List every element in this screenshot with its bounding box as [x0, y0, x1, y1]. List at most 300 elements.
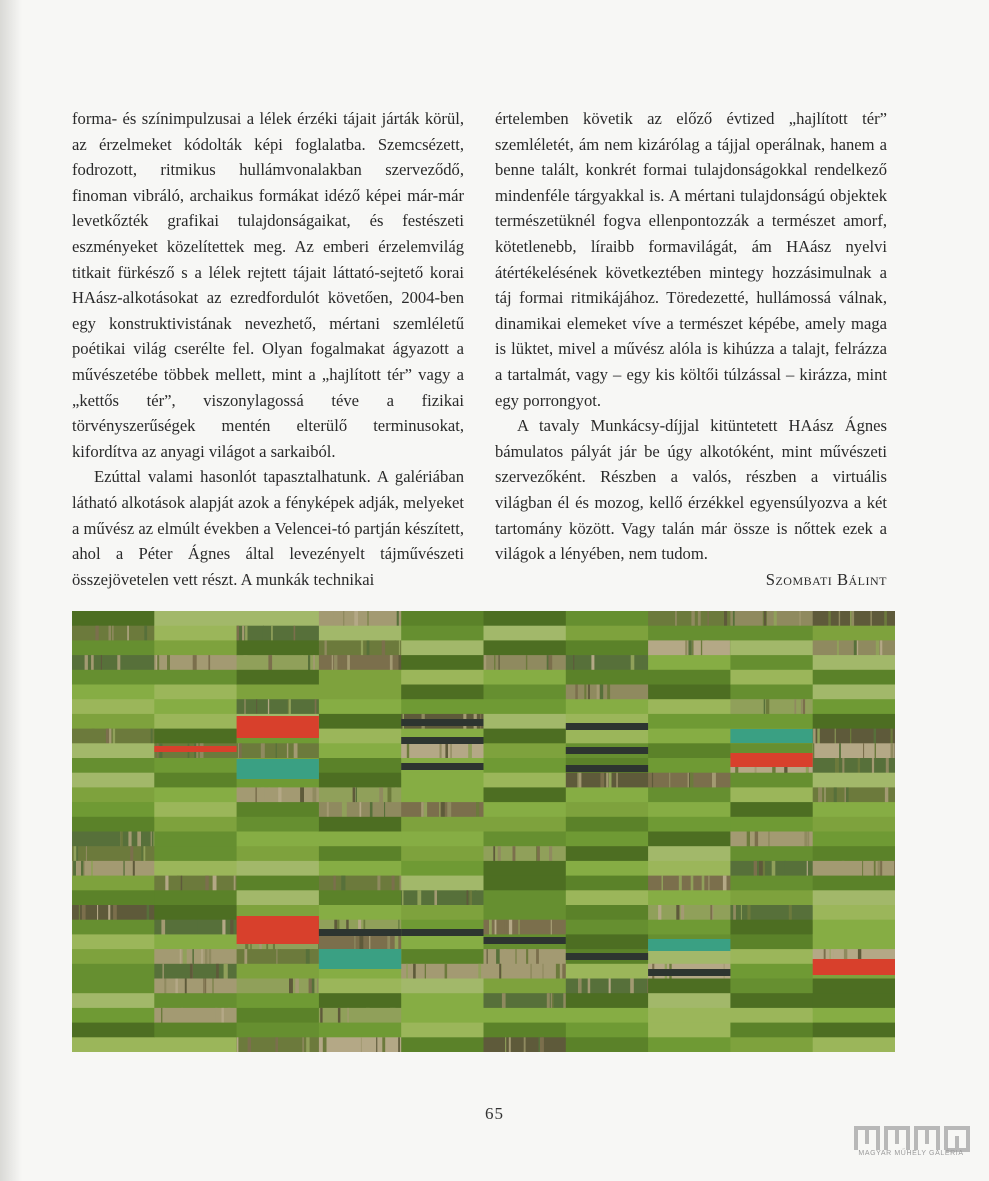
- mosaic-tile: [401, 979, 484, 994]
- object-band: [154, 746, 236, 752]
- mosaic-tile: [319, 685, 402, 700]
- glitch-stripe: [175, 979, 178, 994]
- glitch-stripe: [828, 611, 831, 626]
- mosaic-tile: [72, 1023, 155, 1038]
- glitch-stripe: [768, 832, 770, 847]
- mosaic-tile: [484, 670, 567, 685]
- object-band: [648, 939, 730, 951]
- mosaic-tile: [730, 773, 813, 788]
- glitch-stripe: [130, 846, 133, 861]
- mosaic-tile: [730, 670, 813, 685]
- glitch-stripe: [441, 802, 445, 817]
- glitch-stripe: [842, 758, 844, 773]
- mosaic-tile: [484, 773, 567, 788]
- object-band: [237, 759, 319, 779]
- glitch-stripe: [803, 699, 805, 714]
- mosaic-tile: [401, 876, 484, 891]
- glitch-stripe: [294, 626, 296, 641]
- glitch-stripe: [552, 993, 554, 1008]
- glitch-stripe: [445, 743, 448, 758]
- glitch-stripe: [484, 655, 486, 670]
- glitch-stripe: [388, 787, 392, 802]
- mosaic-tile: [566, 626, 649, 641]
- mosaic-tile: [319, 846, 402, 861]
- mosaic-tile: [813, 670, 895, 685]
- mosaic-tile: [154, 905, 237, 920]
- mosaic-tile: [72, 949, 155, 964]
- glitch-stripe: [478, 964, 481, 979]
- glitch-stripe: [676, 905, 679, 920]
- mosaic-tile: [401, 626, 484, 641]
- mosaic-tile: [566, 729, 649, 744]
- mosaic-tile: [648, 758, 731, 773]
- mosaic-tile: [730, 655, 813, 670]
- glitch-stripe: [505, 920, 506, 935]
- mosaic-tile: [484, 758, 567, 773]
- glitch-stripe: [850, 729, 851, 744]
- glitch-stripe: [76, 846, 78, 861]
- left-paragraph-1: forma- és színimpulzusai a lélek érzéki tájait járták körül, az érzelmeket kódolták képi foglalatba. Szemcsézett, fodrozott, ritmikus hullámvonalakban szerveződő, finoman vibráló, archaikus formákat idéző képei már-már levetkőzték grafikai tulajdonságaikat, és festészeti eszményeket közelítettek meg. Az emberi érzelemvilág titkait fürkésző s a lélek rejtett tájait láttató-sejtető korai HAász-alkotásokat az ezredfordulót követően, 2004-ben egy konstruktivistának nevezhető, mértani szemléletű poétikai világ cserélte fel. Olyan fogalmakat ágyazott a művészetébe többek mellett, mint a „hajlított tér” vagy a „kettős tér”, viszonylagossá téve a fizikai törvényszerűségek mentén elterülő terminusokat, kifordítva az anyagi világot a sarkaiból.: [72, 109, 464, 461]
- glitch-stripe: [778, 611, 781, 626]
- glitch-stripe: [894, 861, 895, 876]
- glitch-stripe: [417, 890, 421, 905]
- mosaic-tile: [237, 611, 320, 626]
- glitch-stripe: [390, 655, 393, 670]
- glitch-stripe: [302, 1037, 303, 1052]
- mosaic-tile: [730, 890, 813, 905]
- mosaic-tile: [730, 949, 813, 964]
- mosaic-tile: [813, 861, 895, 876]
- glitch-stripe: [606, 773, 608, 788]
- glitch-stripe: [424, 802, 427, 817]
- mosaic-tile: [648, 743, 731, 758]
- glitch-stripe: [436, 743, 437, 758]
- mosaic-tile: [72, 920, 155, 935]
- glitch-stripe: [234, 876, 236, 891]
- glitch-stripe: [530, 964, 532, 979]
- glitch-stripe: [183, 949, 187, 964]
- glitch-stripe: [85, 655, 88, 670]
- mosaic-tile: [401, 817, 484, 832]
- mosaic-tile: [648, 861, 731, 876]
- glitch-stripe: [83, 861, 85, 876]
- glitch-stripe: [741, 905, 742, 920]
- glitch-stripe: [842, 861, 845, 876]
- mosaic-tile: [401, 611, 484, 626]
- glitch-stripe: [113, 729, 115, 744]
- glitch-stripe: [306, 949, 310, 964]
- glitch-stripe: [208, 655, 210, 670]
- mosaic-tile: [730, 1037, 813, 1052]
- mosaic-tile: [566, 920, 649, 935]
- glitch-stripe: [91, 861, 93, 876]
- glitch-stripe: [309, 979, 312, 994]
- mosaic-tile: [813, 758, 895, 773]
- glitch-stripe: [128, 832, 131, 847]
- glitch-stripe: [496, 949, 500, 964]
- glitch-stripe: [248, 1037, 251, 1052]
- mosaic-tile: [484, 626, 567, 641]
- glitch-stripe: [884, 611, 887, 626]
- mosaic-tile: [401, 832, 484, 847]
- mosaic-tile: [648, 890, 731, 905]
- mosaic-tile: [813, 685, 895, 700]
- glitch-stripe: [407, 743, 409, 758]
- mosaic-tile: [730, 876, 813, 891]
- mosaic-tile: [730, 626, 813, 641]
- glitch-stripe: [577, 773, 579, 788]
- mosaic-tile: [648, 949, 731, 964]
- mosaic-tile: [484, 802, 567, 817]
- glitch-stripe: [382, 640, 385, 655]
- glitch-stripe: [764, 699, 766, 714]
- mosaic-tile: [813, 890, 895, 905]
- mosaic-tile: [319, 993, 402, 1008]
- glitch-stripe: [361, 1037, 362, 1052]
- mosaic-tile: [730, 905, 813, 920]
- mosaic-tile: [648, 1008, 731, 1023]
- glitch-stripe: [213, 876, 217, 891]
- mosaic-tile: [648, 1037, 731, 1052]
- glitch-stripe: [789, 905, 792, 920]
- glitch-stripe: [376, 934, 377, 949]
- glitch-stripe: [395, 640, 397, 655]
- mosaic-tile: [566, 699, 649, 714]
- mosaic-tile: [566, 934, 649, 949]
- glitch-stripe: [95, 626, 98, 641]
- glitch-stripe: [467, 890, 469, 905]
- glitch-stripe: [891, 743, 894, 758]
- glitch-stripe: [548, 993, 549, 1008]
- mosaic-tile: [566, 1008, 649, 1023]
- glitch-stripe: [411, 964, 413, 979]
- glitch-stripe: [392, 876, 395, 891]
- mosaic-tile: [237, 846, 320, 861]
- glitch-stripe: [216, 964, 219, 979]
- glitch-stripe: [161, 1008, 162, 1023]
- glitch-stripe: [185, 979, 187, 994]
- glitch-stripe: [294, 743, 298, 758]
- glitch-stripe: [198, 920, 201, 935]
- mosaic-tile: [566, 670, 649, 685]
- glitch-stripe: [353, 787, 355, 802]
- mosaic-tile: [813, 993, 895, 1008]
- glitch-stripe: [505, 1037, 506, 1052]
- mosaic-tile: [401, 773, 484, 788]
- mosaic-tile: [237, 802, 320, 817]
- mosaic-tile: [566, 964, 649, 979]
- glitch-stripe: [334, 611, 336, 626]
- glitch-stripe: [690, 773, 694, 788]
- glitch-stripe: [181, 876, 183, 891]
- mosaic-tile: [401, 949, 484, 964]
- mosaic-tile: [401, 640, 484, 655]
- glitch-stripe: [643, 655, 644, 670]
- glitch-stripe: [271, 626, 273, 641]
- mosaic-tile: [237, 890, 320, 905]
- mosaic-tile: [648, 699, 731, 714]
- glitch-stripe: [614, 979, 618, 994]
- glitch-stripe: [537, 846, 540, 861]
- rod-segment: [401, 719, 483, 726]
- mosaic-tile: [154, 832, 237, 847]
- mosaic-tile: [484, 964, 567, 979]
- mosaic-tile: [648, 979, 731, 994]
- glitch-stripe: [382, 1037, 385, 1052]
- glitch-stripe: [519, 920, 520, 935]
- glitch-stripe: [144, 626, 147, 641]
- glitch-stripe: [609, 979, 611, 994]
- glitch-stripe: [835, 758, 839, 773]
- glitch-stripe: [354, 934, 355, 949]
- glitch-stripe: [772, 861, 776, 876]
- rod-segment: [566, 723, 648, 730]
- glitch-stripe: [320, 1008, 322, 1023]
- mosaic-tile: [648, 993, 731, 1008]
- mosaic-tile: [401, 861, 484, 876]
- rod-segment: [566, 747, 648, 754]
- glitch-stripe: [470, 890, 473, 905]
- mosaic-tile: [72, 964, 155, 979]
- glitch-stripe: [616, 773, 617, 788]
- glitch-stripe: [164, 979, 166, 994]
- glitch-stripe: [338, 1008, 341, 1023]
- object-band: [730, 729, 812, 743]
- mosaic-tile: [237, 861, 320, 876]
- glitch-stripe: [800, 611, 801, 626]
- glitch-stripe: [850, 611, 852, 626]
- glitch-stripe: [567, 655, 568, 670]
- glitch-stripe: [245, 626, 247, 641]
- mosaic-tile: [813, 876, 895, 891]
- mosaic-tile: [237, 670, 320, 685]
- glitch-stripe: [513, 846, 516, 861]
- mosaic-tile: [319, 1008, 402, 1023]
- mosaic-tile: [566, 640, 649, 655]
- glitch-stripe: [390, 1008, 392, 1023]
- mosaic-tile: [154, 1037, 237, 1052]
- mosaic-tile: [730, 832, 813, 847]
- glitch-stripe: [766, 699, 769, 714]
- glitch-stripe: [808, 832, 810, 847]
- glitch-stripe: [343, 611, 344, 626]
- mosaic-tile: [484, 1008, 567, 1023]
- glitch-stripe: [872, 758, 874, 773]
- glitch-stripe: [379, 787, 383, 802]
- mosaic-tile: [319, 876, 402, 891]
- mosaic-tile: [237, 817, 320, 832]
- glitch-stripe: [397, 611, 399, 626]
- mosaic-tile: [319, 655, 402, 670]
- glitch-stripe: [306, 1037, 309, 1052]
- glitch-stripe: [263, 626, 264, 641]
- mosaic-tile: [237, 626, 320, 641]
- glitch-stripe: [494, 655, 495, 670]
- mosaic-tile: [154, 640, 237, 655]
- rod-segment: [648, 969, 730, 976]
- mosaic-tile: [730, 611, 813, 626]
- mosaic-tile: [319, 611, 402, 626]
- mosaic-tile: [401, 846, 484, 861]
- mosaic-tile: [484, 817, 567, 832]
- glitch-stripe: [203, 979, 204, 994]
- glitch-stripe: [551, 920, 552, 935]
- mosaic-tile: [730, 1008, 813, 1023]
- glitch-stripe: [123, 861, 124, 876]
- glitch-stripe: [313, 655, 315, 670]
- glitch-stripe: [348, 1008, 349, 1023]
- glitch-stripe: [495, 920, 497, 935]
- mosaic-tile: [730, 934, 813, 949]
- mosaic-tile: [566, 876, 649, 891]
- glitch-stripe: [794, 699, 796, 714]
- glitch-stripe: [702, 876, 705, 891]
- mosaic-tile: [401, 670, 484, 685]
- glitch-stripe: [161, 920, 165, 935]
- glitch-stripe: [86, 846, 87, 861]
- mosaic-tile: [813, 905, 895, 920]
- mosaic-tile: [154, 714, 237, 729]
- mosaic-tile: [319, 979, 402, 994]
- glitch-stripe: [692, 640, 693, 655]
- glitch-stripe: [192, 949, 194, 964]
- mosaic-tile: [72, 758, 155, 773]
- glitch-stripe: [516, 949, 517, 964]
- glitch-stripe: [885, 787, 888, 802]
- glitch-stripe: [333, 876, 335, 891]
- mosaic-tile: [813, 743, 895, 758]
- glitch-stripe: [679, 876, 682, 891]
- glitch-stripe: [239, 743, 242, 758]
- glitch-stripe: [356, 787, 358, 802]
- glitch-stripe: [109, 626, 112, 641]
- mosaic-tile: [319, 743, 402, 758]
- glitch-stripe: [874, 729, 876, 744]
- mosaic-tile: [237, 832, 320, 847]
- mosaic-tile: [319, 1037, 402, 1052]
- glitch-stripe: [402, 890, 404, 905]
- mosaic-tile: [648, 846, 731, 861]
- glitch-stripe: [315, 699, 317, 714]
- mosaic-tile: [813, 979, 895, 994]
- glitch-stripe: [112, 626, 114, 641]
- mosaic-tile: [566, 817, 649, 832]
- glitch-stripe: [578, 979, 582, 994]
- rod-segment: [566, 765, 648, 772]
- glitch-stripe: [92, 729, 95, 744]
- mosaic-tile: [319, 861, 402, 876]
- mosaic-tile: [154, 699, 237, 714]
- glitch-stripe: [327, 802, 329, 817]
- glitch-stripe: [313, 787, 317, 802]
- glitch-stripe: [97, 905, 98, 920]
- page-number: 65: [485, 1104, 504, 1123]
- glitch-grass-artwork-image: [72, 611, 895, 1052]
- glitch-stripe: [421, 802, 424, 817]
- glitch-stripe: [789, 832, 791, 847]
- glitch-stripe: [874, 861, 876, 876]
- glitch-stripe: [276, 743, 277, 758]
- mosaic-tile: [648, 920, 731, 935]
- glitch-stripe: [710, 905, 712, 920]
- glitch-stripe: [600, 685, 603, 700]
- glitch-stripe: [476, 802, 479, 817]
- mosaic-tile: [648, 876, 731, 891]
- rod-segment: [484, 937, 566, 944]
- glitch-stripe: [723, 876, 727, 891]
- mosaic-tile: [154, 1008, 237, 1023]
- mosaic-tile: [72, 787, 155, 802]
- glitch-stripe: [354, 611, 358, 626]
- mosaic-tile: [154, 611, 237, 626]
- mosaic-tile: [72, 876, 155, 891]
- glitch-stripe: [406, 964, 408, 979]
- mosaic-tile: [813, 1037, 895, 1052]
- mosaic-tile: [72, 934, 155, 949]
- glitch-stripe: [784, 861, 786, 876]
- glitch-stripe: [708, 611, 709, 626]
- mosaic-tile: [154, 670, 237, 685]
- glitch-stripe: [630, 979, 634, 994]
- mosaic-tile: [154, 934, 237, 949]
- glitch-stripe: [147, 905, 150, 920]
- glitch-stripe: [289, 979, 293, 994]
- glitch-stripe: [384, 802, 385, 817]
- glitch-stripe: [376, 1037, 377, 1052]
- mosaic-tile: [484, 611, 567, 626]
- glitch-stripe: [652, 773, 653, 788]
- glitch-stripe: [413, 964, 416, 979]
- glitch-stripe: [588, 979, 591, 994]
- glitch-stripe: [891, 729, 893, 744]
- glitch-stripe: [106, 729, 109, 744]
- glitch-stripe: [201, 949, 203, 964]
- glitch-stripe: [499, 964, 501, 979]
- right-paragraph-1: értelemben követik az előző évtized „hajlított tér” szemléletét, ám nem kizárólag a tájjal operálnak, hanem a benne talált, konkrét formai tulajdonságokkal rendelkező mindenféle tárgyakkal is. A mértani tulajdonságú objektek természetüknél fogva ellenpontozzák a természet amorf, kötetlenebb, líraibb formavilágát, ám HAász nyelvi átértékelésének következtében mintegy hozzásimulnak a táj formai ritmikájához. Töredezetté, hullámossá válnak, dinamikai elemeket víve a természet képébe, amely maga is lüktet, mivel a művész alóla is kihúzza a talajt, felrázza a tartalmát, vagy – egy kis költői túlzással – kirázza, mint egy porrongyot.: [495, 109, 887, 410]
- glitch-stripe: [275, 1037, 278, 1052]
- glitch-stripe: [607, 685, 610, 700]
- mosaic-tile: [648, 611, 731, 626]
- glitch-stripe: [747, 905, 750, 920]
- mosaic-tile: [730, 993, 813, 1008]
- glitch-stripe: [845, 787, 847, 802]
- mosaic-tile: [237, 743, 320, 758]
- mosaic-tile: [237, 699, 320, 714]
- glitch-stripe: [366, 1008, 370, 1023]
- glitch-stripe: [698, 611, 701, 626]
- glitch-stripe: [137, 832, 141, 847]
- glitch-stripe: [323, 1037, 326, 1052]
- glitch-stripe: [548, 655, 552, 670]
- glitch-stripe: [317, 979, 318, 994]
- glitch-stripe: [108, 905, 110, 920]
- rod-segment: [401, 929, 483, 936]
- glitch-stripe: [205, 979, 206, 994]
- glitch-stripe: [504, 949, 506, 964]
- glitch-stripe: [269, 787, 271, 802]
- mosaic-tile: [730, 714, 813, 729]
- glitch-stripe: [837, 640, 839, 655]
- glitch-stripe: [807, 861, 808, 876]
- glitch-stripe: [399, 655, 402, 670]
- glitch-stripe: [631, 655, 635, 670]
- glitch-stripe: [230, 920, 233, 935]
- glitch-stripe: [759, 861, 763, 876]
- glitch-stripe: [237, 626, 239, 641]
- mosaic-tile: [237, 876, 320, 891]
- glitch-stripe: [526, 949, 528, 964]
- glitch-stripe: [278, 787, 281, 802]
